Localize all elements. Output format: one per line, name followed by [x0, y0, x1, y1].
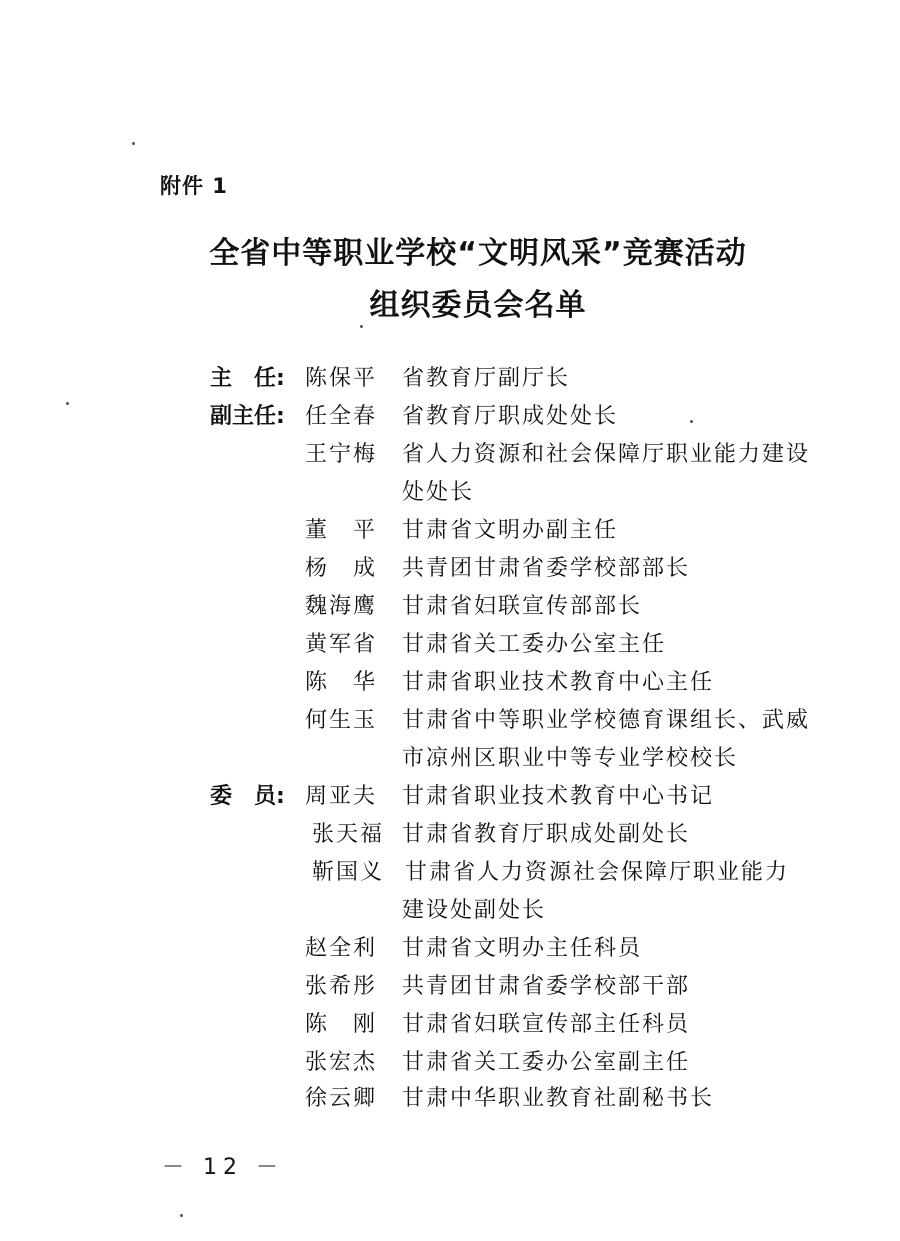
attachment-label: 附件 1 — [160, 174, 228, 198]
deputy-director-position: 甘肃省妇联宣传部部长 — [402, 594, 643, 619]
deputy-director-name: 杨 成 — [305, 556, 378, 581]
document-title-line-1: 全省中等职业学校“文明风采”竞赛活动 — [209, 236, 747, 271]
deputy-director-position: 甘肃省关工委办公室主任 — [402, 632, 667, 657]
deputy-director-name: 何生玉 — [305, 708, 378, 733]
deputy-director-name: 黄军省 — [305, 632, 378, 657]
deputy-director-position: 省人力资源和社会保障厅职业能力建设 — [402, 442, 811, 467]
scan-speck — [690, 420, 693, 423]
member-position: 甘肃省妇联宣传部主任科员 — [402, 1012, 691, 1037]
member-name: 周亚夫 — [305, 784, 378, 809]
deputy-director-position: 甘肃省职业技术教育中心主任 — [402, 670, 715, 695]
member-position: 甘肃省职业技术教育中心书记 — [402, 784, 715, 809]
member-position: 甘肃中华职业教育社副秘书长 — [402, 1086, 715, 1111]
deputy-director-name: 任全春 — [305, 404, 378, 429]
deputy-director-position-cont: 处处长 — [402, 480, 475, 505]
member-position: 共青团甘肃省委学校部干部 — [402, 974, 691, 999]
member-name: 徐云卿 — [305, 1086, 378, 1111]
deputy-director-name: 魏海鹰 — [305, 594, 378, 619]
role-deputy-director-label: 副主任: — [210, 404, 285, 429]
deputy-director-position-cont: 市凉州区职业中等专业学校校长 — [402, 746, 739, 771]
member-name: 张宏杰 — [305, 1050, 378, 1075]
member-name: 靳国义 — [312, 860, 385, 885]
role-member-label: 委 员: — [210, 784, 285, 809]
member-name: 赵全利 — [305, 936, 378, 961]
member-position: 甘肃省文明办主任科员 — [402, 936, 643, 961]
director-position: 省教育厅副厅长 — [402, 366, 571, 391]
director-name: 陈保平 — [305, 366, 378, 391]
member-name: 张希彤 — [305, 974, 378, 999]
scan-speck — [66, 402, 69, 405]
member-position-cont: 建设处副处长 — [402, 898, 547, 923]
role-director-label: 主 任: — [210, 366, 285, 391]
deputy-director-position: 共青团甘肃省委学校部部长 — [402, 556, 691, 581]
scan-speck — [180, 1214, 183, 1217]
member-name: 张天福 — [312, 822, 385, 847]
scan-speck — [132, 142, 135, 145]
deputy-director-position: 甘肃省文明办副主任 — [402, 518, 619, 543]
member-position: 甘肃省关工委办公室副主任 — [402, 1050, 691, 1075]
deputy-director-position: 省教育厅职成处处长 — [402, 404, 619, 429]
deputy-director-name: 陈 华 — [305, 670, 378, 695]
member-name: 陈 刚 — [305, 1012, 378, 1037]
deputy-director-name: 董 平 — [305, 518, 378, 543]
member-position: 甘肃省人力资源社会保障厅职业能力 — [405, 860, 790, 885]
scan-speck — [360, 325, 363, 328]
deputy-director-position: 甘肃省中等职业学校德育课组长、武威 — [402, 708, 811, 733]
page-number: － 12 － — [162, 1155, 284, 1180]
deputy-director-name: 王宁梅 — [305, 442, 378, 467]
member-position: 甘肃省教育厅职成处副处长 — [402, 822, 691, 847]
document-title-line-2: 组织委员会名单 — [369, 288, 587, 323]
